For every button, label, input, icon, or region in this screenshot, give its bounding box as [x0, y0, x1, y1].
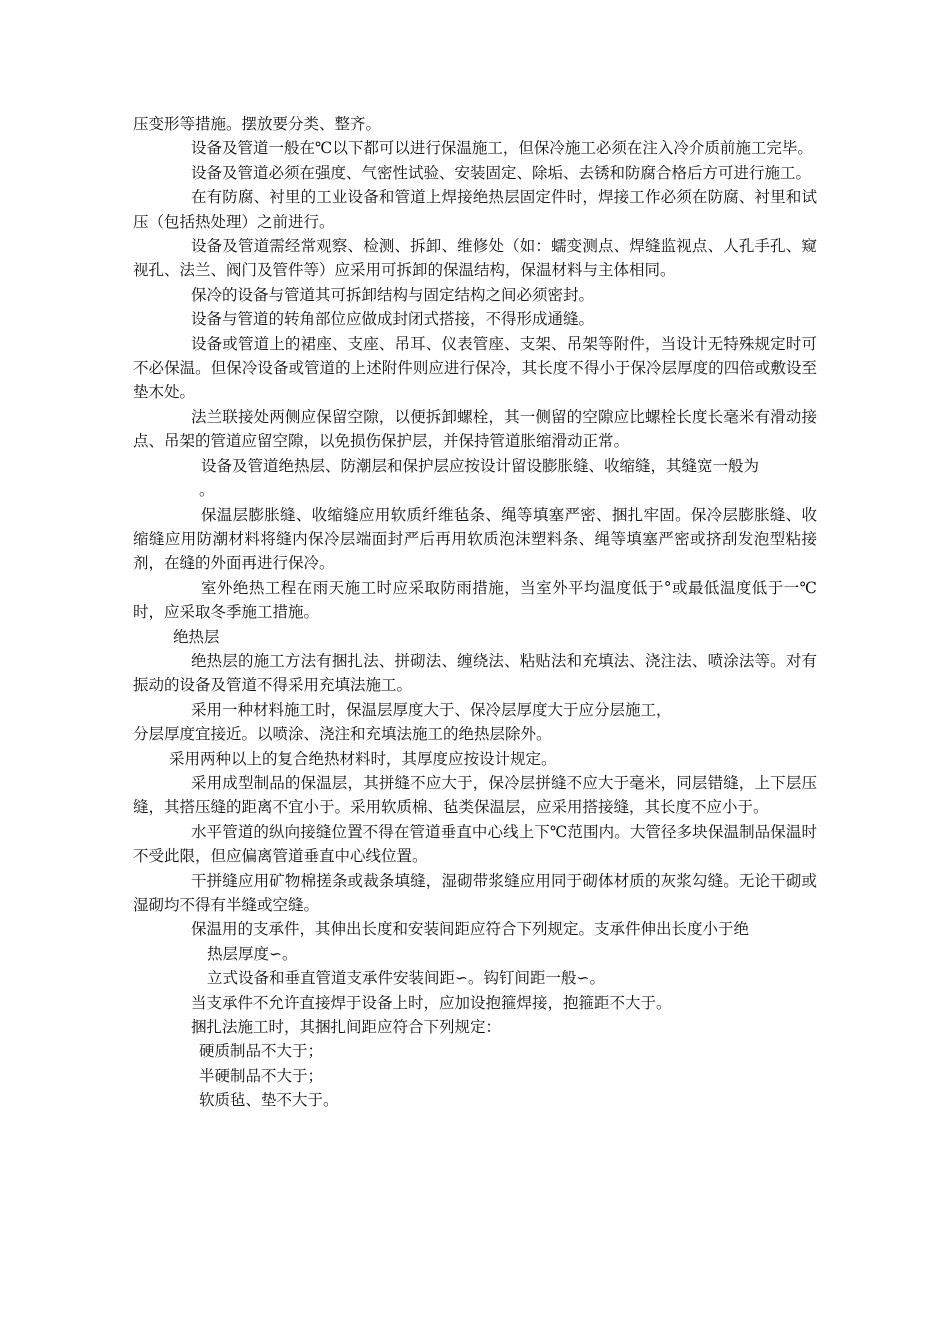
- list-item-2: 半硬制品不大于；: [199, 1066, 324, 1085]
- paragraph-16: 采用成型制品的保温层，其拼缝不应大于，保冷层拼缝不应大于毫米，同层错缝，上下层压缝，其搭压缝的距离不宜小于。采用软质棉、毡类保温层，应采用搭接缝，其长度不应小于。: [133, 773, 817, 817]
- paragraph-3: 设备及管道必须在强度、气密性试验、安装固定、除垢、去锈和防腐合格后方可进行施工。: [191, 163, 812, 182]
- paragraph-13: 绝热层的施工方法有捆扎法、拼砌法、缠绕法、粘贴法和充填法、浇注法、喷涂法等。对有振动的设备及管道不得采用充填法施工。: [133, 651, 817, 695]
- paragraph-8: 设备或管道上的裙座、支座、吊耳、仪表管座、支架、吊架等附件，当设计无特殊规定时可不必保温。但保冷设备或管道的上述附件则应进行保冷，其长度不得小于保冷层厚度的四倍或敷设至垫木处。: [133, 334, 817, 402]
- paragraph-19-continuation: 热层厚度∽。: [207, 944, 298, 963]
- list-item-3: 软质毡、垫不大于。: [199, 1091, 339, 1110]
- document-body: [133, 112, 817, 1113]
- paragraph-10-continuation: 。: [199, 481, 215, 500]
- paragraph-17: 水平管道的纵向接缝位置不得在管道垂直中心线上下℃范围内。大管径多块保温制品保温时不受此限，但应偏离管道垂直中心线位置。: [133, 822, 817, 866]
- section-heading: 绝热层: [173, 627, 220, 646]
- paragraph-5: 设备及管道需经常观察、检测、拆卸、维修处（如：蠕变测点、焊缝监视点、人孔手孔、窥视孔、法兰、阀门及管件等）应采用可拆卸的保温结构，保温材料与主体相同。: [133, 237, 817, 280]
- paragraph-4: 在有防腐、衬里的工业设备和管道上焊接绝热层固定件时，焊接工作必须在防腐、衬里和试压（包括热处理）之前进行。: [133, 188, 817, 231]
- paragraph-10: 设备及管道绝热层、防潮层和保护层应按设计留设膨胀缝、收缩缝，其缝宽一般为: [201, 456, 760, 475]
- paragraph-12: 室外绝热工程在雨天施工时应采取防雨措施，当室外平均温度低于°或最低温度低于一℃时，应采取冬季施工措施。: [133, 578, 817, 622]
- paragraph-20: 立式设备和垂直管道支承件安装间距∽。钩钉间距一般∽。: [207, 969, 605, 988]
- list-item-1: 硬质制品不大于；: [199, 1042, 324, 1061]
- paragraph-14-continuation: 分层厚度宜接近。以喷涂、浇注和充填法施工的绝热层除外。: [133, 725, 552, 744]
- paragraph-18: 干拼缝应用矿物棉搓条或裁条填缝，湿砌带浆缝应用同于砌体材质的灰浆勾缝。无论干砌或湿砌均不得有半缝或空缝。: [133, 871, 817, 914]
- paragraph-1: 压变形等措施。摆放要分类、整齐。: [133, 115, 382, 133]
- paragraph-11: 保温层膨胀缝、收缩缝应用软质纤维毡条、绳等填塞严密、捆扎牢固。保冷层膨胀缝、收缩缝应用防潮材料将缝内保冷层端面封严后再用软质泡沫塑料条、绳等填塞严密或挤刮发泡型粘接剂，在缝的外面再进行保冷。: [133, 505, 817, 573]
- paragraph-19: 保温用的支承件，其伸出长度和安装间距应符合下列规定。支承件伸出长度小于绝: [191, 920, 750, 939]
- paragraph-22: 捆扎法施工时，其捆扎间距应符合下列规定：: [191, 1018, 502, 1037]
- paragraph-6: 保冷的设备与管道其可拆卸结构与固定结构之间必须密封。: [191, 285, 595, 304]
- paragraph-14: 采用一种材料施工时，保温层厚度大于、保冷层厚度大于应分层施工，: [191, 700, 672, 719]
- paragraph-7: 设备与管道的转角部位应做成封闭式搭接，不得形成通缝。: [191, 310, 595, 329]
- paragraph-21: 当支承件不允许直接焊于设备上时，应加设抱箍焊接，抱箍距不大于。: [191, 993, 672, 1012]
- paragraph-2: 设备及管道一般在℃以下都可以进行保温施工，但保冷施工必须在注入冷介质前施工完毕。: [191, 139, 813, 158]
- paragraph-9: 法兰联接处两侧应保留空隙，以便拆卸螺栓，其一侧留的空隙应比螺栓长度长毫米有滑动接点、吊架的管道应留空隙，以免损伤保护层，并保持管道胀缩滑动正常。: [133, 407, 817, 451]
- paragraph-15: 采用两种以上的复合绝热材料时，其厚度应按设计规定。: [169, 749, 557, 768]
